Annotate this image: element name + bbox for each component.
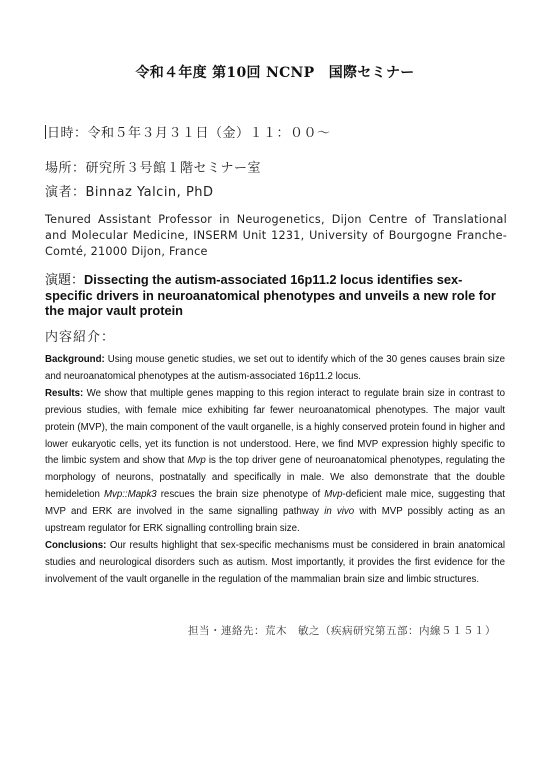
results-text: with MVP possibly acting as an upstream regulator for ERK signalling controlling brain size. [45, 506, 506, 535]
page-title: 令和４年度 第10回 NCNP 国際セミナー [135, 65, 415, 81]
results-label: Results: [45, 387, 84, 399]
conclusions-text: Our results highlight that sex-specific mechanisms must be considered in brain anatomical studies and neurological disorders such as autism. Most importantly, it provides the first evidence for the involvement of the vault organelle in the regulation of the mammalian brain size and limbic structures. [45, 539, 505, 585]
date-line [45, 122, 331, 141]
gene-name: Mvp [324, 489, 343, 501]
background-text: Using mouse genetic studies, we set out to identify which of the 30 genes causes brain size and neuroanatomical phenotypes at the autism-associated 16p11.2 locus. [45, 354, 505, 382]
intro-label: 内容紹介： [45, 330, 116, 345]
results-text: rescues the brain size phenotype of [160, 489, 321, 501]
conclusions-label: Conclusions: [45, 539, 107, 551]
speaker-affiliation: Tenured Assistant Professor in Neurogenetics, Dijon Centre of Translational and Molecular Medicine, INSERM Unit 1231, University of Bourgogne Franche-Comté, 21000 Dijon, France [45, 213, 507, 258]
date-value: 令和５年３月３１日（金）１１：００～ [87, 126, 331, 141]
results-text: -deficient male mice, suggesting that MVP and ERK are involved in the same signalling pathway [45, 489, 505, 518]
abstract [45, 352, 505, 589]
text-cursor [45, 125, 46, 139]
results-text: We show that multiple genes mapping to this region interact to regulate brain size in contrast to previous studies, with female mice exhibiting far fewer neuroanatomical phenotypes. The major vault protein (MVP), the main component of the vault organelle, is a highly conserved protein found in higher and lower eukaryotic cells, yet its function is not understood. Here, we find MVP expression highly specific to the limbic system and show that [45, 387, 505, 467]
abstract-background [45, 352, 505, 386]
gene-name: Mvp::Mapk3 [103, 489, 157, 501]
talk-label: 演題： [45, 273, 85, 288]
talk-title-block [45, 272, 507, 318]
speaker-label: 演者： [45, 185, 86, 200]
speaker-name: Binnaz Yalcin, PhD [85, 185, 214, 200]
venue-label: 場所： [45, 161, 86, 176]
speaker-line [45, 181, 214, 200]
abstract-conclusions [45, 538, 505, 589]
venue-value: 研究所３号館１階セミナー室 [85, 161, 262, 176]
abstract-results [45, 386, 505, 538]
venue-line [45, 157, 261, 176]
date-label: 日時： [47, 126, 88, 141]
gene-name: Mvp [187, 455, 206, 467]
latin-term: in vivo [324, 506, 355, 518]
background-label: Background: [45, 354, 105, 365]
results-text: is the top driver gene of neuroanatomical phenotypes, regulating the morphology of neurons, postnatally and specifically in male. We also demonstrate that the double hemideletion [45, 455, 505, 501]
contact-info: 担当・連絡先：荒木 敏之（疾病研究第五部：内線５１５１） [188, 625, 496, 637]
talk-title: Dissecting the autism-associated 16p11.2 locus identifies sex-specific drivers in neuroanatomical phenotypes and unveils a new role for the major vault protein [45, 272, 496, 318]
